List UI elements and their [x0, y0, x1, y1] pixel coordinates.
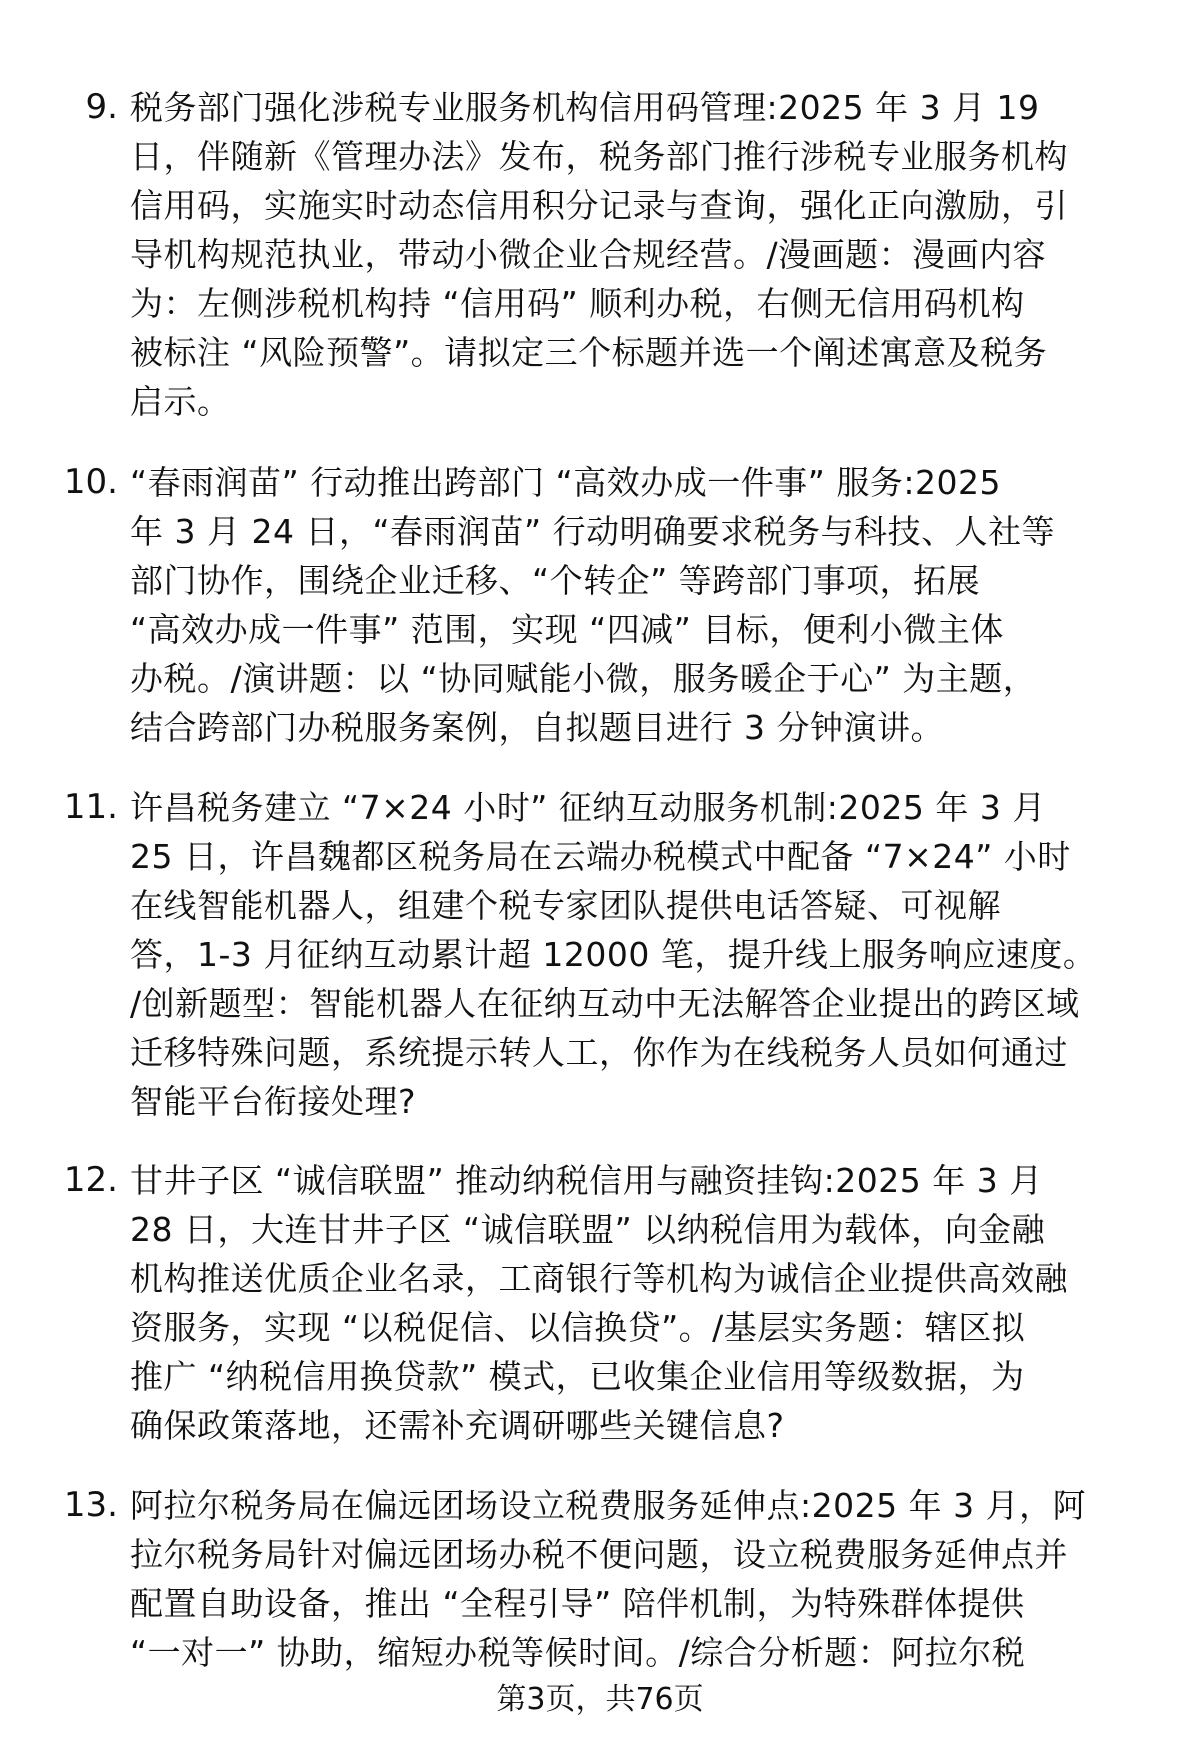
text-line: “一对一” 协助，缩短办税等候时间。/综合分析题：阿拉尔税 [130, 1633, 1026, 1672]
text-line: 资服务，实现 “以税促信、以信换贷”。/基层实务题：辖区拟 [130, 1308, 1026, 1347]
item-text [130, 783, 1180, 1126]
text-line: 迁移特殊问题，系统提示转人工，你作为在线税务人员如何通过 [130, 1033, 1068, 1072]
text-line: 阿拉尔税务局在偏远团场设立税费服务延伸点:2025 年 3 月，阿 [130, 1486, 1087, 1525]
item-number: 10. [63, 462, 118, 502]
item-text [130, 83, 1180, 426]
text-line: 结合跨部门办税服务案例，自拟题目进行 3 分钟演讲。 [130, 708, 944, 747]
text-line: 被标注 “风险预警”。请拟定三个标题并选一个阐述寓意及税务 [130, 333, 1048, 372]
text-line: 28 日，大连甘井子区 “诚信联盟” 以纳税信用为载体，向金融 [130, 1210, 1046, 1249]
text-line: 在线智能机器人，组建个税专家团队提供电话答疑、可视解 [130, 886, 1001, 925]
item-number: 9. [85, 87, 118, 127]
text-line: “春雨润苗” 行动推出跨部门 “高效办成一件事” 服务:2025 [130, 463, 1001, 502]
text-line: 办税。/演讲题：以 “协同赋能小微，服务暖企于心” 为主题， [130, 659, 1037, 698]
text-line: 年 3 月 24 日，“春雨润苗” 行动明确要求税务与科技、人社等 [130, 512, 1056, 551]
text-line: 甘井子区 “诚信联盟” 推动纳税信用与融资挂钩:2025 年 3 月 [130, 1161, 1043, 1200]
text-line: 配置自助设备，推出 “全程引导” 陪伴机制，为特殊群体提供 [130, 1584, 1025, 1623]
text-line: 智能平台衔接处理? [130, 1082, 417, 1121]
item-number: 13. [63, 1485, 118, 1525]
text-line: 答，1-3 月征纳互动累计超 12000 笔，提升线上服务响应速度。 [130, 935, 1097, 974]
text-line: 推广 “纳税信用换贷款” 模式，已收集企业信用等级数据，为 [130, 1357, 1025, 1396]
text-line: “高效办成一件事” 范围，实现 “四减” 目标，便利小微主体 [130, 610, 1004, 649]
item-number: 11. [63, 787, 118, 827]
text-line: 税务部门强化涉税专业服务机构信用码管理:2025 年 3 月 19 [130, 88, 1040, 127]
text-line: 部门协作，围绕企业迁移、“个转企” 等跨部门事项，拓展 [130, 561, 981, 600]
text-line: 许昌税务建立 “7×24 小时” 征纳互动服务机制:2025 年 3 月 [130, 788, 1046, 827]
text-line: 确保政策落地，还需补充调研哪些关键信息? [130, 1406, 785, 1445]
item-text [130, 1156, 1180, 1450]
text-line: 25 日，许昌魏都区税务局在云端办税模式中配备 “7×24” 小时 [130, 837, 1071, 876]
text-line: 拉尔税务局针对偏远团场办税不便问题，设立税费服务延伸点并 [130, 1535, 1068, 1574]
text-line: 日，伴随新《管理办法》发布，税务部门推行涉税专业服务机构 [130, 137, 1068, 176]
text-line: /创新题型：智能机器人在征纳互动中无法解答企业提出的跨区域 [130, 984, 1080, 1023]
text-line: 机构推送优质企业名录，工商银行等机构为诚信企业提供高效融 [130, 1259, 1068, 1298]
text-line: 为：左侧涉税机构持 “信用码” 顺利办税，右侧无信用码机构 [130, 284, 1025, 323]
text-line: 启示。 [130, 382, 231, 421]
item-number: 12. [63, 1160, 118, 1200]
text-line: 导机构规范执业，带动小微企业合规经营。/漫画题：漫画内容 [130, 235, 1047, 274]
item-text [130, 1481, 1180, 1677]
text-line: 信用码，实施实时动态信用积分记录与查询，强化正向激励，引 [130, 186, 1068, 225]
item-text [130, 458, 1180, 752]
page-footer: 第3页，共76页 [496, 1682, 704, 1717]
